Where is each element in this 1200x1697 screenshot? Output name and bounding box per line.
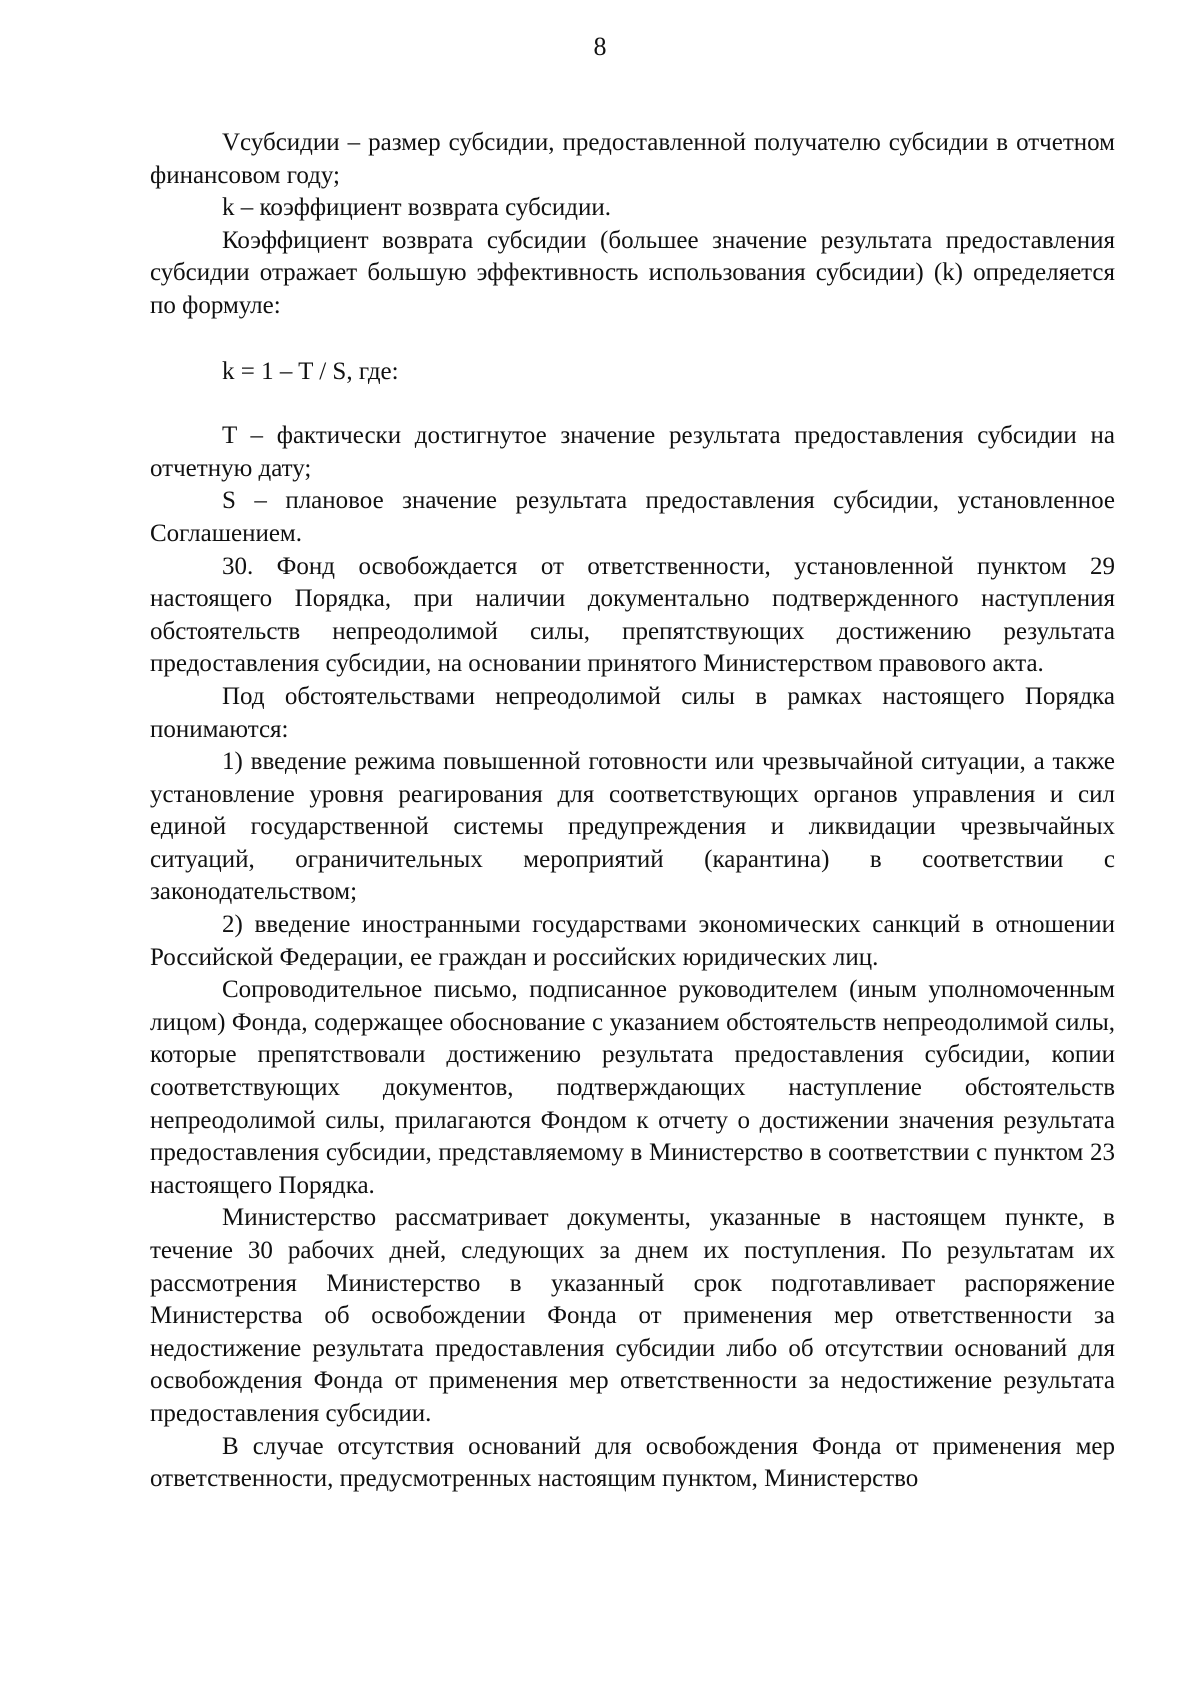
paragraph-v-subsidy-definition: Vсубсидии – размер субсидии, предоставленной получателю субсидии в отчетном финансовом году;	[150, 129, 1115, 189]
formula: k = 1 – T / S, где:	[222, 357, 399, 385]
paragraph-force-majeure-intro: Под обстоятельствами непреодолимой силы в рамках настоящего Порядка понимаются:	[150, 682, 1115, 743]
page-number: 8	[593, 32, 607, 61]
document-body	[150, 127, 1115, 1496]
list-item-1: 1) введение режима повышенной готовности или чрезвычайной ситуации, а также установление уровня реагирования для соответствующих органов управления и сил единой государственной системы предупреждения и ликвидации чрезвычайных ситуаций, ограничительных мероприятий (карантина) в соответствии с законодательством;	[150, 748, 1115, 906]
paragraph-coefficient-description: Коэффициент возврата субсидии (большее значение результата предоставления субсидии отражает большую эффективность использования субсидии) (k) определяется по формуле:	[150, 226, 1115, 319]
paragraph-ministry-review: Министерство рассматривает документы, указанные в настоящем пункте, в течение 30 рабочих дней, следующих за днем их поступления. По результатам их рассмотрения Министерство в указанный срок подготавливает распоряжение Министерства об освобождении Фонда от применения мер ответственности за недостижение результата предоставления субсидии либо об отсутствии оснований для освобождения Фонда от применения мер ответственности за недостижение результата предоставления субсидии.	[150, 1204, 1115, 1427]
paragraph-s-definition: S – плановое значение результата предоставления субсидии, установленное Соглашением.	[150, 487, 1115, 547]
paragraph-clause-30: 30. Фонд освобождается от ответственности, установленной пунктом 29 настоящего Порядка, при наличии документально подтвержденного наступления обстоятельств непреодолимой силы, препятствующих достижению результата предоставления субсидии, на основании принятого Министерством правового акта.	[150, 552, 1115, 678]
paragraph-t-definition: T – фактически достигнутое значение результата предоставления субсидии на отчетную дату;	[150, 422, 1115, 482]
paragraph-cover-letter: Сопроводительное письмо, подписанное руководителем (иным уполномоченным лицом) Фонда, содержащее обоснование с указанием обстоятельств непреодолимой силы, которые препятствовали достижению результата предоставления субсидии, копии соответствующих документов, подтверждающих наступление обстоятельств непреодолимой силы, прилагаются Фондом к отчету о достижении значения результата предоставления субсидии, представляемому в Министерство в соответствии с пунктом 23 настоящего Порядка.	[150, 976, 1115, 1199]
paragraph-no-grounds: В случае отсутствия оснований для освобождения Фонда от применения мер ответственности, предусмотренных настоящим пунктом, Министерство	[150, 1432, 1115, 1493]
list-item-2: 2) введение иностранными государствами экономических санкций в отношении Российской Федерации, ее граждан и российских юридических лиц.	[150, 911, 1115, 971]
paragraph-k-definition: k – коэффициент возврата субсидии.	[222, 194, 612, 222]
